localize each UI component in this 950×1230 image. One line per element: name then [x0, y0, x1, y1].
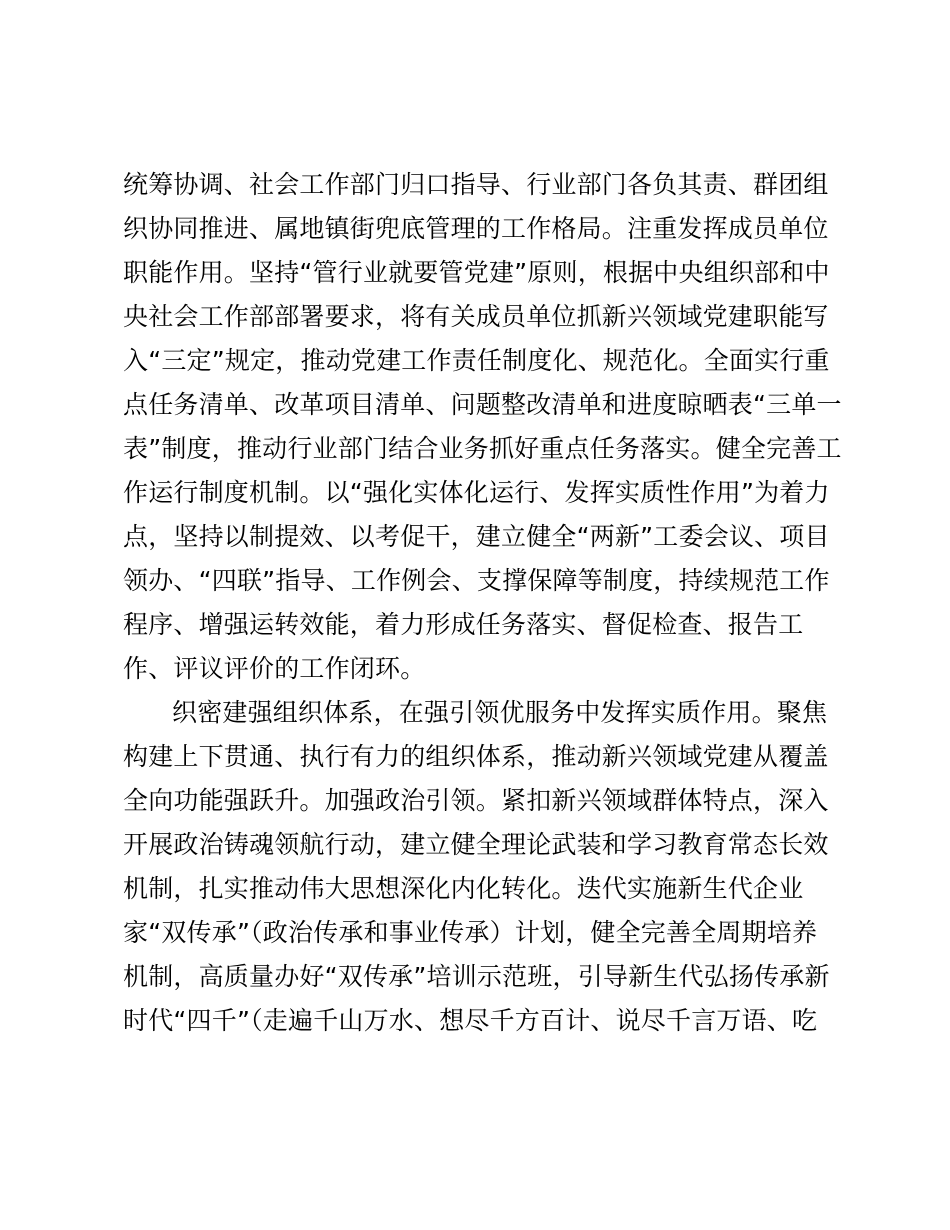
- text-line: 织协同推进、属地镇街兜底管理的工作格局。注重发挥成员单位: [123, 214, 829, 243]
- text-line: 领办、“四联”指导、工作例会、支撑保障等制度，持续规范工作: [123, 566, 830, 595]
- text-line: 表”制度，推动行业部门结合业务抓好重点任务落实。健全完善工: [123, 434, 842, 463]
- text-line: 点任务清单、改革项目清单、问题整改清单和进度晾晒表“三单一: [123, 390, 842, 419]
- text-line: 入“三定”规定，推动党建工作责任制度化、规范化。全面实行重: [123, 346, 830, 375]
- text-line: 时代“四千”（走遍千山万水、想尽千方百计、说尽千言万语、吃: [123, 1006, 818, 1035]
- text-line: 家“双传承”（政治传承和事业传承）计划，健全完善全周期培养: [123, 918, 818, 947]
- text-line: 织密建强组织体系，在强引领优服务中发挥实质作用。聚焦: [172, 698, 828, 727]
- text-line: 作运行制度机制。以“强化实体化运行、发挥实质性作用”为着力: [123, 478, 830, 507]
- text-line: 机制，高质量办好“双传承”培训示范班，引导新生代弘扬传承新: [123, 962, 830, 991]
- text-line: 央社会工作部部署要求，将有关成员单位抓新兴领域党建职能写: [123, 302, 829, 331]
- text-line: 机制，扎实推动伟大思想深化内化转化。迭代实施新生代企业: [123, 874, 804, 903]
- text-line: 统筹协调、社会工作部门归口指导、行业部门各负其责、群团组: [123, 170, 829, 199]
- text-line: 程序、增强运转效能，着力形成任务落实、督促检查、报告工: [123, 610, 804, 639]
- text-line: 作、评议评价的工作闭环。: [123, 654, 426, 683]
- text-line: 开展政治铸魂领航行动，建立健全理论武装和学习教育常态长效: [123, 830, 829, 859]
- text-line: 构建上下贯通、执行有力的组织体系，推动新兴领域党建从覆盖: [123, 742, 829, 771]
- text-line: 职能作用。坚持“管行业就要管党建”原则，根据中央组织部和中: [123, 258, 830, 287]
- text-line: 全向功能强跃升。加强政治引领。紧扣新兴领域群体特点，深入: [123, 786, 829, 815]
- text-line: 点，坚持以制提效、以考促干，建立健全“两新”工委会议、项目: [123, 522, 830, 551]
